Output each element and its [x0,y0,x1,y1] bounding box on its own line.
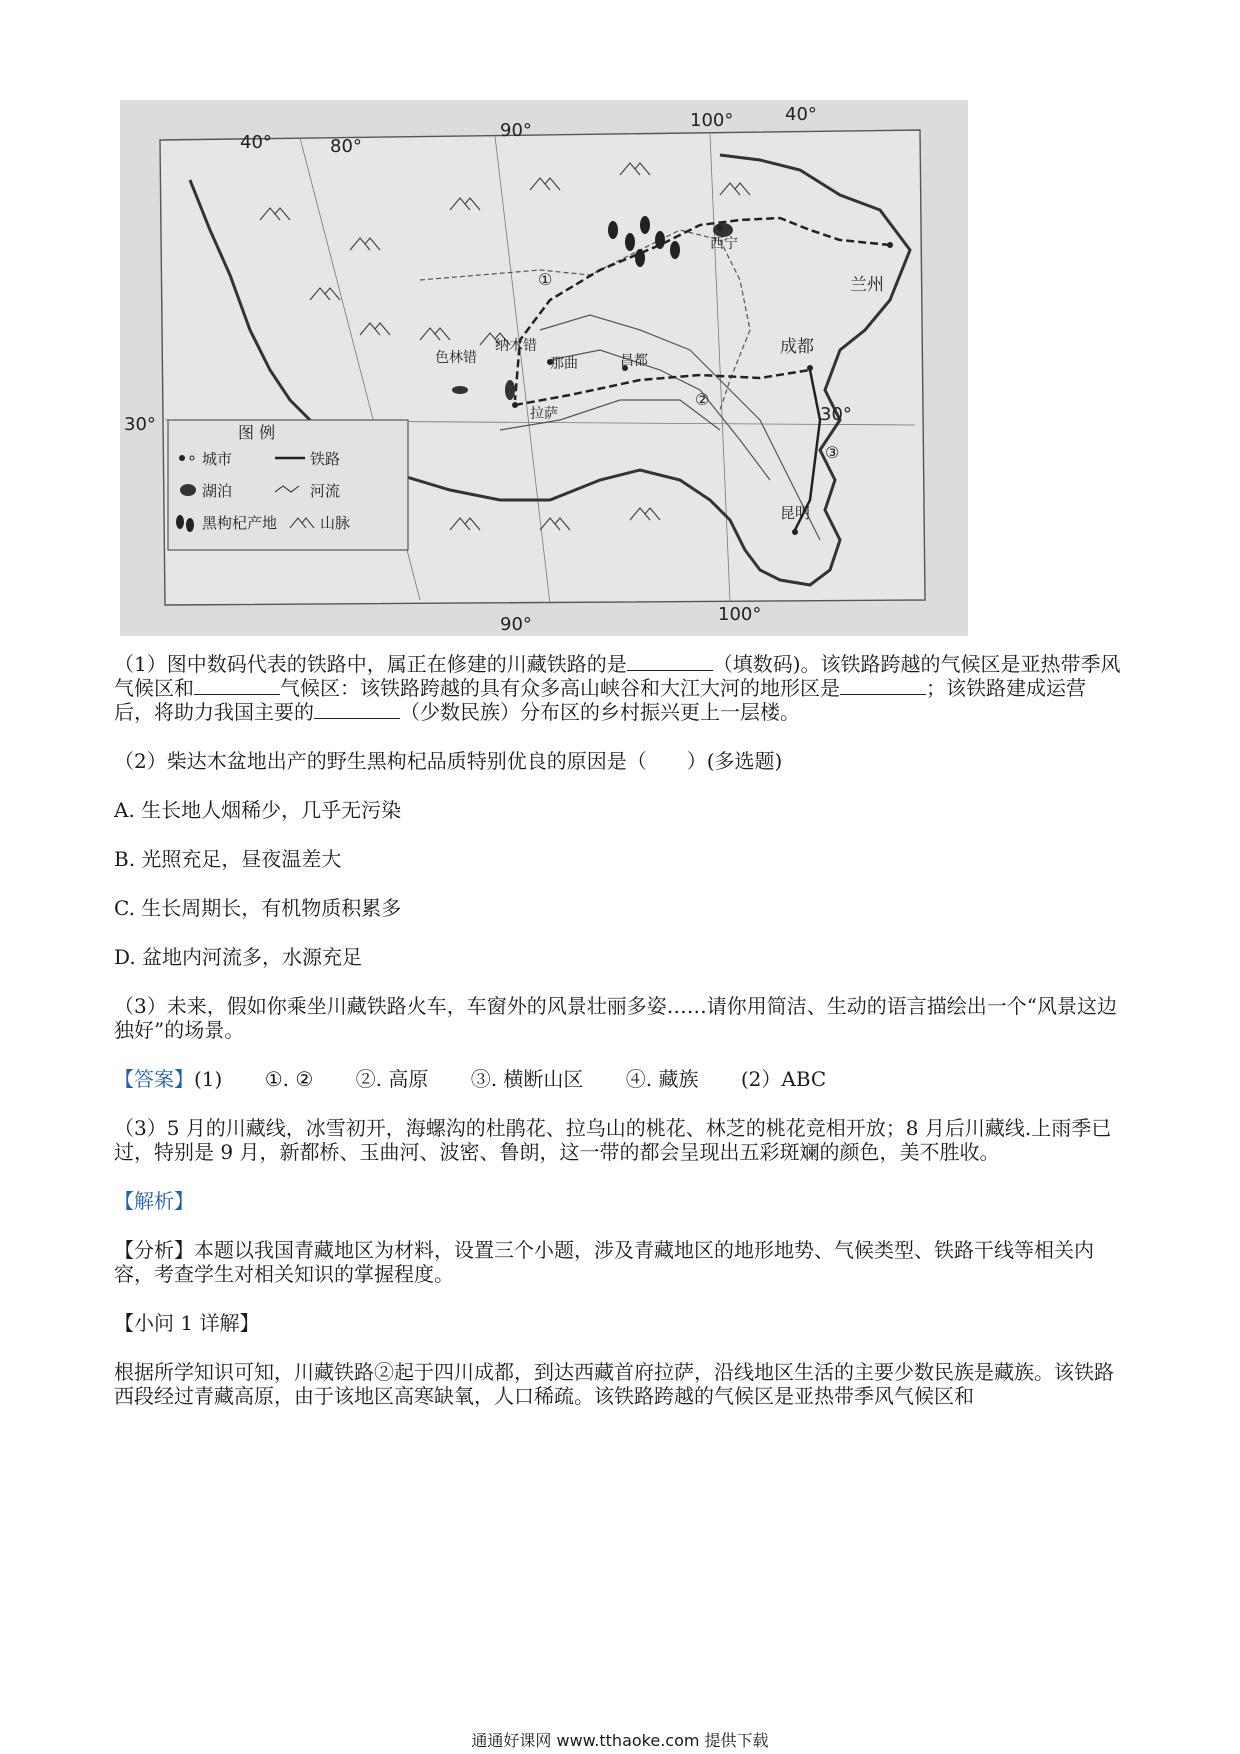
answer-item: ④. 藏族 [625,1067,699,1091]
legend-title: 图 例 [238,423,276,442]
option-c: C. 生长周期长，有机物质积累多 [114,896,402,920]
question-3: （3）未来，假如你乘坐川藏铁路火车，车窗外的风景壮丽多姿……请你用简洁、生动的语言描绘出一个“风景这边独好”的场景。 [114,994,1117,1042]
railway-number: ③ [825,443,840,462]
q1-text-part: 气候区：该铁路跨越的具有众多高山峡谷和大江大河的地形区是 [280,676,840,700]
option-a: A. 生长地人烟稀少，几乎无污染 [114,798,402,822]
answer-blank [840,678,926,695]
lon-label: 90° [500,614,532,635]
lon-label: 90° [500,120,532,141]
lake-label: 纳木错 [495,338,537,354]
page-footer: 通通好课网 www.tthaoke.com 提供下载 [471,1731,769,1750]
answer-item: (2）ABC [740,1067,827,1091]
lat-label: 30° [124,414,156,435]
legend-item-city: 城市 [202,450,233,468]
subquestion-1-title: 【小问 1 详解】 [114,1311,260,1335]
lon-label: 100° [690,110,734,131]
option-d: D. 盆地内河流多，水源充足 [114,945,363,969]
q1-text-part: （少数民族）分布区的乡村振兴更上一层楼。 [400,700,800,724]
subquestion-1-text: 根据所学知识可知，川藏铁路②起于四川成都，到达西藏首府拉萨，沿线地区生活的主要少数民族是藏族。该铁路西段经过青藏高原，由于该地区高寒缺氧，人口稀疏。该铁路跨越的气候区是亚热带季风气候区和 [114,1360,1114,1408]
city-label: 拉萨 [530,406,558,422]
legend-item-railway: 铁路 [310,450,341,468]
city-label: 兰州 [850,275,884,295]
analysis-fenxi: 【分析】本题以我国青藏地区为材料，设置三个小题，涉及青藏地区的地形地势、气候类型、铁路干线等相关内容，考查学生对相关知识的掌握程度。 [114,1238,1094,1286]
city-label: 昌都 [620,353,648,369]
option-b: B. 光照充足，昼夜温差大 [114,847,342,871]
answer-blank [194,678,280,695]
city-label: 昆明 [780,504,811,522]
map-figure [120,100,968,636]
city-label: 西宁 [710,236,738,252]
q1-text-part: ；该铁路建成运营后，将助力我国主要的 [114,676,1086,724]
railway-number: ② [695,390,710,409]
lon-label: 40° [240,132,272,153]
lake-label: 色林错 [435,350,477,366]
lon-label: 40° [785,104,817,125]
answer-item: ①. ② [264,1067,314,1091]
answer-blank [314,702,400,719]
city-label: 成都 [780,337,814,357]
q1-text-part: （填数码)。该铁路跨越的气候区是亚热带季风气候区和 [114,652,1121,700]
map-legend [168,420,408,550]
legend-item-lake: 湖泊 [202,482,233,500]
legend-item-river: 河流 [310,482,341,500]
lon-label: 80° [330,136,362,157]
railway-number: ① [538,270,553,289]
analysis-label: 【解析】 [114,1189,194,1213]
answer-q3: （3）5 月的川藏线，冰雪初开，海螺沟的杜鹃花、拉乌山的桃花、林芝的桃花竞相开放；8 月后川藏线.上雨季已过，特别是 9 月，新都桥、玉曲河、波密、鲁朗，这一带的都会呈现出五彩斑斓的颜色，美不胜收。 [114,1116,1112,1164]
q1-text-part: （1）图中数码代表的铁路中，属正在修建的川藏铁路的是 [114,652,627,676]
legend-item-mountain: 山脉 [320,514,351,532]
answer-item: ③. 横断山区 [470,1067,584,1091]
lat-label: 30° [820,404,852,425]
answer-label: 【答案】 [114,1067,194,1091]
document-body [114,652,1124,1433]
question-2: （2）柴达木盆地出产的野生黑枸杞品质特别优良的原因是（ ）(多选题) [114,749,783,773]
answer-item: ②. 高原 [355,1067,429,1091]
legend-item-goji: 黑枸杞产地 [202,514,278,532]
answer-line [114,1067,1124,1091]
city-label: 那曲 [550,356,578,372]
lon-label: 100° [718,604,762,625]
answer-blank [627,654,713,671]
question-1 [114,652,1124,724]
answer-q1-prefix: (1) [194,1067,223,1091]
